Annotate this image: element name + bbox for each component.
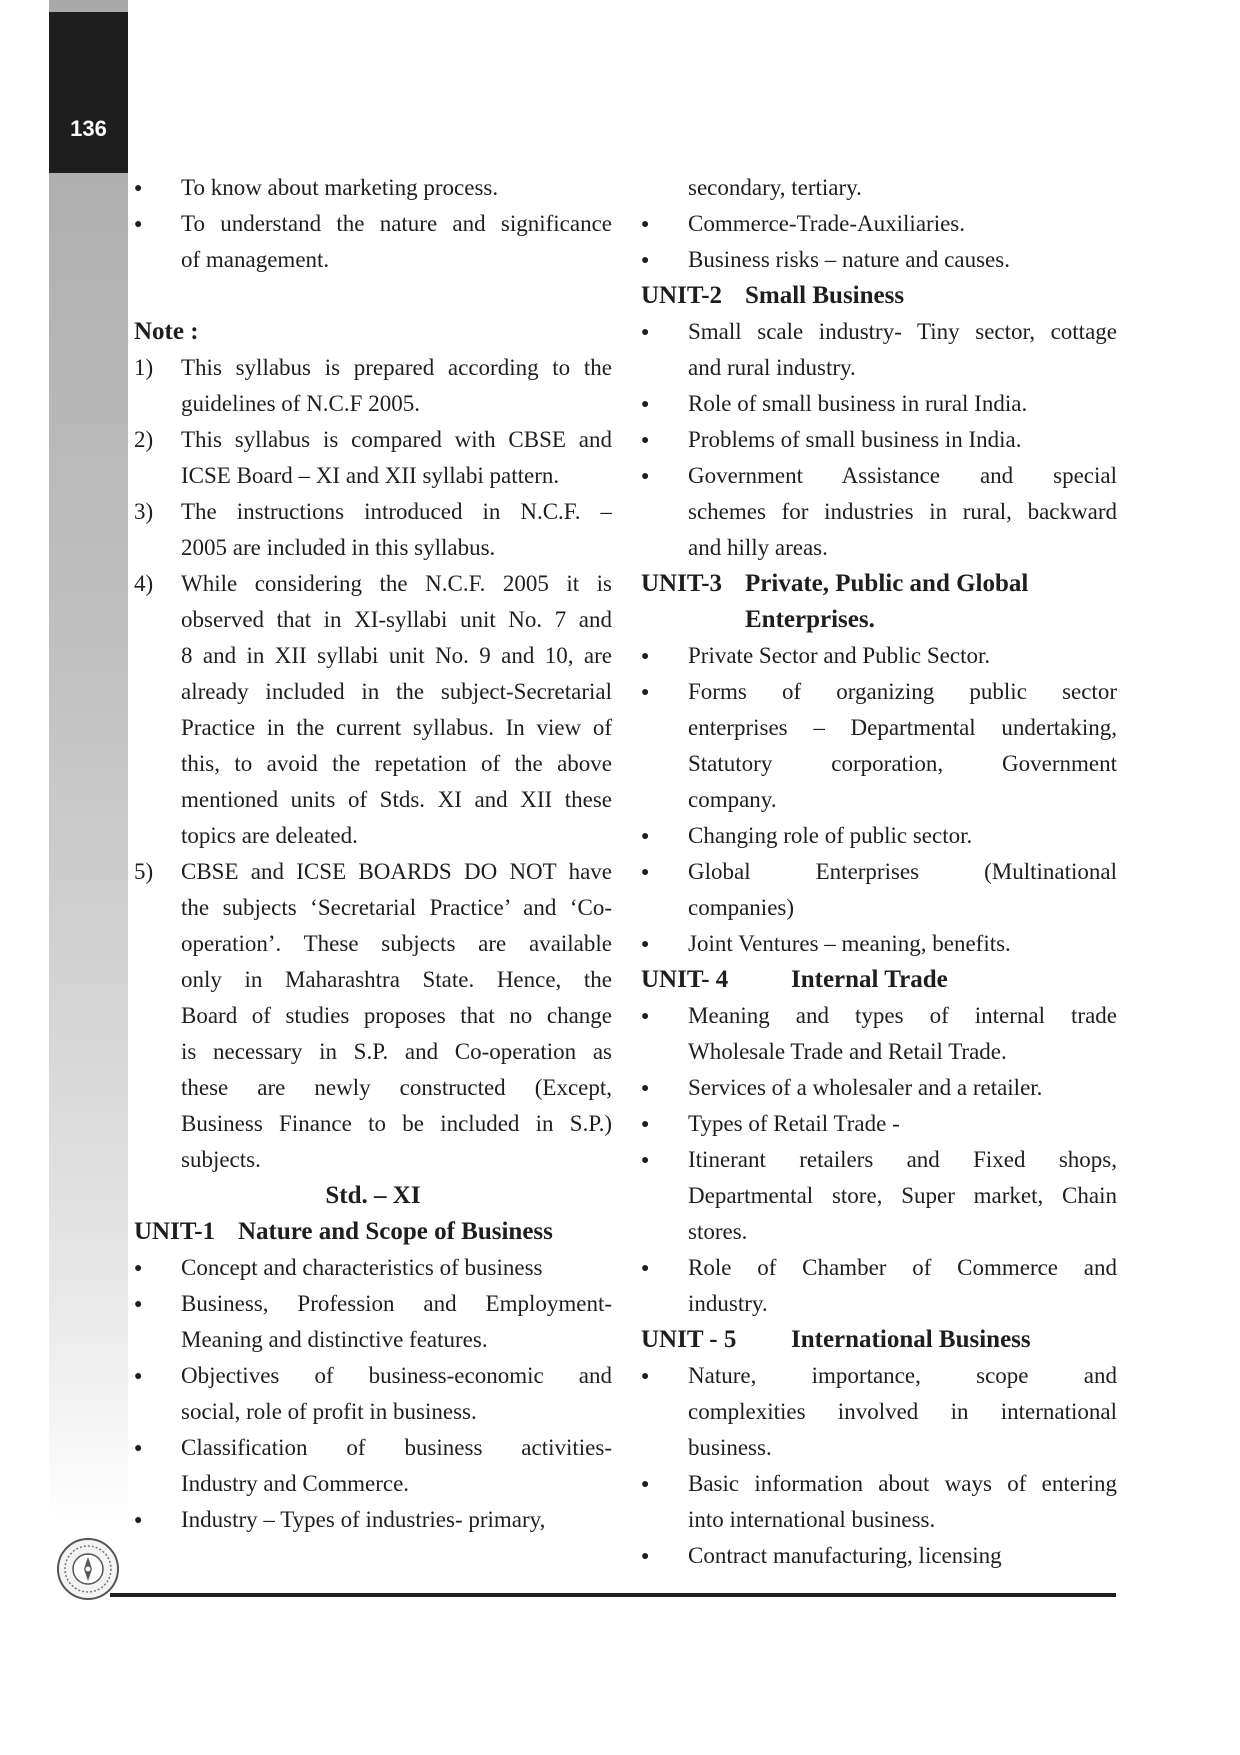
item-text: Classification of business activities-	[181, 1435, 612, 1460]
numbered-item-line	[134, 746, 612, 782]
bullet-dot-icon: ●	[641, 1549, 650, 1564]
item-text: Small scale industry- Tiny sector, cottage	[688, 319, 1117, 344]
item-text: Problems of small business in India.	[688, 427, 1022, 452]
item-text: This syllabus is prepared according to the	[181, 355, 612, 380]
bullet-dot-icon: ●	[134, 1513, 143, 1528]
unit-title: International Business	[791, 1326, 1031, 1353]
bullet-dot-icon: ●	[641, 397, 650, 412]
list-item-line	[641, 1538, 1117, 1574]
item-text: Changing role of public sector.	[688, 823, 973, 848]
bullet-dot-icon: ●	[641, 325, 650, 340]
list-item-line	[641, 314, 1117, 350]
bullet-dot-icon: ●	[641, 217, 650, 232]
numbered-item-line	[134, 1034, 612, 1070]
unit-label: UNIT-3	[641, 570, 723, 597]
side-gradient-bar	[49, 0, 128, 1530]
page-number-tab	[49, 12, 128, 173]
item-text: the subjects ‘Secretarial Practice’ and ‘Co-	[181, 895, 612, 920]
board-seal-icon	[56, 1537, 120, 1601]
item-text: and hilly areas.	[688, 535, 828, 560]
bullet-dot-icon: ●	[641, 469, 650, 484]
numbered-item-line	[134, 1070, 612, 1106]
item-text: ICSE Board – XI and XII syllabi pattern.	[181, 463, 560, 488]
list-item-line	[134, 242, 612, 278]
item-text: Role of Chamber of Commerce and	[688, 1255, 1117, 1280]
list-item-line	[641, 674, 1117, 710]
item-text: Departmental store, Super market, Chain	[688, 1183, 1117, 1208]
list-item-line	[641, 242, 1117, 278]
list-item-line	[134, 1430, 612, 1466]
numbered-item-line	[134, 458, 612, 494]
item-text: Types of Retail Trade -	[688, 1111, 900, 1136]
right-column	[641, 170, 1117, 1574]
list-item-line	[134, 170, 612, 206]
item-text: Concept and characteristics of business	[181, 1255, 543, 1280]
numbered-item-line	[134, 386, 612, 422]
list-item-line	[641, 818, 1117, 854]
item-text: only in Maharashtra State. Hence, the	[181, 967, 612, 992]
list-item-line	[134, 1502, 612, 1538]
list-item-line	[641, 1394, 1117, 1430]
unit-label: UNIT-2	[641, 282, 723, 309]
numbered-item-line	[134, 782, 612, 818]
list-item-line	[641, 1178, 1117, 1214]
list-item-line	[641, 1106, 1117, 1142]
bullet-dot-icon: ●	[641, 1477, 650, 1492]
list-item-line	[641, 1502, 1117, 1538]
numbered-item-line	[134, 674, 612, 710]
numbered-item-line	[134, 854, 612, 890]
numbered-item-line	[134, 890, 612, 926]
bullet-dot-icon: ●	[134, 1297, 143, 1312]
item-text: enterprises – Departmental undertaking,	[688, 715, 1117, 740]
item-text: companies)	[688, 895, 795, 920]
item-text: To know about marketing process.	[181, 175, 499, 200]
list-item-line	[641, 1070, 1117, 1106]
unit-heading	[641, 566, 1117, 602]
item-text: observed that in XI-syllabi unit No. 7 and	[181, 607, 612, 632]
item-number: 3)	[134, 499, 154, 524]
unit-title: Small Business	[745, 282, 905, 309]
item-text: Global Enterprises (Multinational	[688, 859, 1117, 884]
item-text: Practice in the current syllabus. In view of	[181, 715, 612, 740]
item-text: Itinerant retailers and Fixed shops,	[688, 1147, 1117, 1172]
list-item-line	[641, 782, 1117, 818]
list-item-line	[641, 890, 1117, 926]
unit-title: Nature and Scope of Business	[238, 1218, 553, 1245]
page-number: 136	[70, 116, 107, 141]
item-text: stores.	[688, 1219, 748, 1244]
item-text: Services of a wholesaler and a retailer.	[688, 1075, 1043, 1100]
bullet-dot-icon: ●	[641, 253, 650, 268]
item-text: Nature, importance, scope and	[688, 1363, 1117, 1388]
numbered-item-line	[134, 602, 612, 638]
list-item-line	[641, 1430, 1117, 1466]
unit-heading	[641, 278, 1117, 314]
list-item-line	[134, 1394, 612, 1430]
bullet-dot-icon: ●	[641, 937, 650, 952]
item-number: 5)	[134, 859, 154, 884]
item-text: 2005 are included in this syllabus.	[181, 535, 496, 560]
bullet-dot-icon: ●	[641, 649, 650, 664]
list-item-line	[641, 350, 1117, 386]
item-text: guidelines of N.C.F 2005.	[181, 391, 420, 416]
unit-label: UNIT - 5	[641, 1326, 737, 1353]
item-text: subjects.	[181, 1147, 261, 1172]
list-item-line	[641, 854, 1117, 890]
numbered-item-line	[134, 818, 612, 854]
list-item-line	[641, 1142, 1117, 1178]
bullet-dot-icon: ●	[134, 1261, 143, 1276]
item-text: these are newly constructed (Except,	[181, 1075, 612, 1100]
item-text: Industry – Types of industries- primary,	[181, 1507, 546, 1532]
item-text: To understand the nature and significance	[181, 211, 612, 236]
bullet-dot-icon: ●	[641, 865, 650, 880]
item-text: 8 and in XII syllabi unit No. 9 and 10, are	[181, 643, 612, 668]
bullet-dot-icon: ●	[134, 181, 143, 196]
list-item-line	[641, 1358, 1117, 1394]
numbered-item-line	[134, 350, 612, 386]
list-item-line	[641, 926, 1117, 962]
list-item-line	[641, 1466, 1117, 1502]
item-text: Private Sector and Public Sector.	[688, 643, 991, 668]
unit-heading-cont	[641, 602, 1117, 638]
list-item-line	[134, 1250, 612, 1286]
item-text: operation’. These subjects are available	[181, 931, 612, 956]
numbered-item-line	[134, 422, 612, 458]
item-text: Commerce-Trade-Auxiliaries.	[688, 211, 965, 236]
unit-title-cont: Enterprises.	[745, 606, 875, 633]
bullet-dot-icon: ●	[134, 217, 143, 232]
item-text: Meaning and types of internal trade	[688, 1003, 1117, 1028]
item-text: Industry and Commerce.	[181, 1471, 410, 1496]
item-text: schemes for industries in rural, backward	[688, 499, 1117, 524]
unit-heading	[641, 1322, 1117, 1358]
item-text: Objectives of business-economic and	[181, 1363, 612, 1388]
left-column	[134, 170, 612, 1538]
list-item-line	[641, 746, 1117, 782]
list-item-line	[641, 206, 1117, 242]
unit-title: Internal Trade	[791, 966, 948, 993]
numbered-item-line	[134, 566, 612, 602]
list-item-line	[641, 386, 1117, 422]
item-text: of management.	[181, 247, 330, 272]
bullet-dot-icon: ●	[641, 1081, 650, 1096]
item-text: Joint Ventures – meaning, benefits.	[688, 931, 1011, 956]
item-text: into international business.	[688, 1507, 936, 1532]
item-text: The instructions introduced in N.C.F. –	[181, 499, 612, 524]
numbered-item-line	[134, 998, 612, 1034]
list-item-line	[641, 638, 1117, 674]
item-text: industry.	[688, 1291, 768, 1316]
unit-label: UNIT- 4	[641, 966, 729, 993]
list-item-line	[134, 1466, 612, 1502]
item-text: This syllabus is compared with CBSE and	[181, 427, 612, 452]
list-item-line	[641, 530, 1117, 566]
item-text: CBSE and ICSE BOARDS DO NOT have	[181, 859, 612, 884]
item-text: Business, Profession and Employment-	[181, 1291, 612, 1316]
unit-heading	[134, 1214, 612, 1250]
item-text: Statutory corporation, Government	[688, 751, 1117, 776]
unit-label: UNIT-1	[134, 1218, 216, 1245]
item-text: Business Finance to be included in S.P.)	[181, 1111, 612, 1136]
item-text: Basic information about ways of entering	[688, 1471, 1117, 1496]
item-text: and rural industry.	[688, 355, 856, 380]
bullet-dot-icon: ●	[641, 1369, 650, 1384]
numbered-item-line	[134, 710, 612, 746]
item-text: Meaning and distinctive features.	[181, 1327, 488, 1352]
bullet-dot-icon: ●	[641, 1009, 650, 1024]
bullet-dot-icon: ●	[134, 1369, 143, 1384]
list-item-line	[134, 1286, 612, 1322]
bullet-dot-icon: ●	[641, 1261, 650, 1276]
std-heading: Std. – XI	[325, 1182, 421, 1209]
item-number: 1)	[134, 355, 154, 380]
list-item-line	[641, 710, 1117, 746]
list-item-line	[641, 494, 1117, 530]
list-item-line	[641, 998, 1117, 1034]
list-item-line	[641, 170, 1117, 206]
bottom-rule	[110, 1593, 1116, 1597]
unit-title: Private, Public and Global	[745, 570, 1029, 597]
item-text: mentioned units of Stds. XI and XII these	[181, 787, 612, 812]
bullet-dot-icon: ●	[641, 1153, 650, 1168]
numbered-item-line	[134, 530, 612, 566]
numbered-item-line	[134, 926, 612, 962]
note-heading: Note :	[134, 318, 199, 345]
item-text: While considering the N.C.F. 2005 it is	[181, 571, 612, 596]
item-text: is necessary in S.P. and Co-operation as	[181, 1039, 612, 1064]
numbered-item-line	[134, 1142, 612, 1178]
list-item-line	[641, 422, 1117, 458]
item-text: company.	[688, 787, 777, 812]
item-number: 4)	[134, 571, 154, 596]
numbered-item-line	[134, 1106, 612, 1142]
bullet-dot-icon: ●	[641, 685, 650, 700]
list-item-line	[641, 1034, 1117, 1070]
list-item-line	[134, 1358, 612, 1394]
bullet-dot-icon: ●	[641, 1117, 650, 1132]
unit-heading	[641, 962, 1117, 998]
blank-line	[134, 278, 612, 314]
list-item-line	[641, 1286, 1117, 1322]
item-text: Business risks – nature and causes.	[688, 247, 1010, 272]
item-text: Wholesale Trade and Retail Trade.	[688, 1039, 1007, 1064]
numbered-item-line	[134, 962, 612, 998]
bullet-dot-icon: ●	[641, 433, 650, 448]
bullet-dot-icon: ●	[134, 1441, 143, 1456]
item-text: secondary, tertiary.	[688, 175, 862, 200]
item-text: Government Assistance and special	[688, 463, 1117, 488]
numbered-item-line	[134, 638, 612, 674]
list-item-line	[134, 1322, 612, 1358]
item-text: this, to avoid the repetation of the above	[181, 751, 612, 776]
item-text: business.	[688, 1435, 772, 1460]
item-number: 2)	[134, 427, 154, 452]
item-text: complexities involved in international	[688, 1399, 1117, 1424]
item-text: Forms of organizing public sector	[688, 679, 1117, 704]
list-item-line	[641, 1250, 1117, 1286]
bullet-dot-icon: ●	[641, 829, 650, 844]
list-item-line	[641, 458, 1117, 494]
item-text: social, role of profit in business.	[181, 1399, 477, 1424]
item-text: Role of small business in rural India.	[688, 391, 1028, 416]
numbered-item-line	[134, 494, 612, 530]
item-text: already included in the subject-Secretarial	[181, 679, 612, 704]
item-text: Contract manufacturing, licensing	[688, 1543, 1002, 1568]
item-text: topics are deleated.	[181, 823, 358, 848]
list-item-line	[641, 1214, 1117, 1250]
list-item-line	[134, 206, 612, 242]
item-text: Board of studies proposes that no change	[181, 1003, 612, 1028]
